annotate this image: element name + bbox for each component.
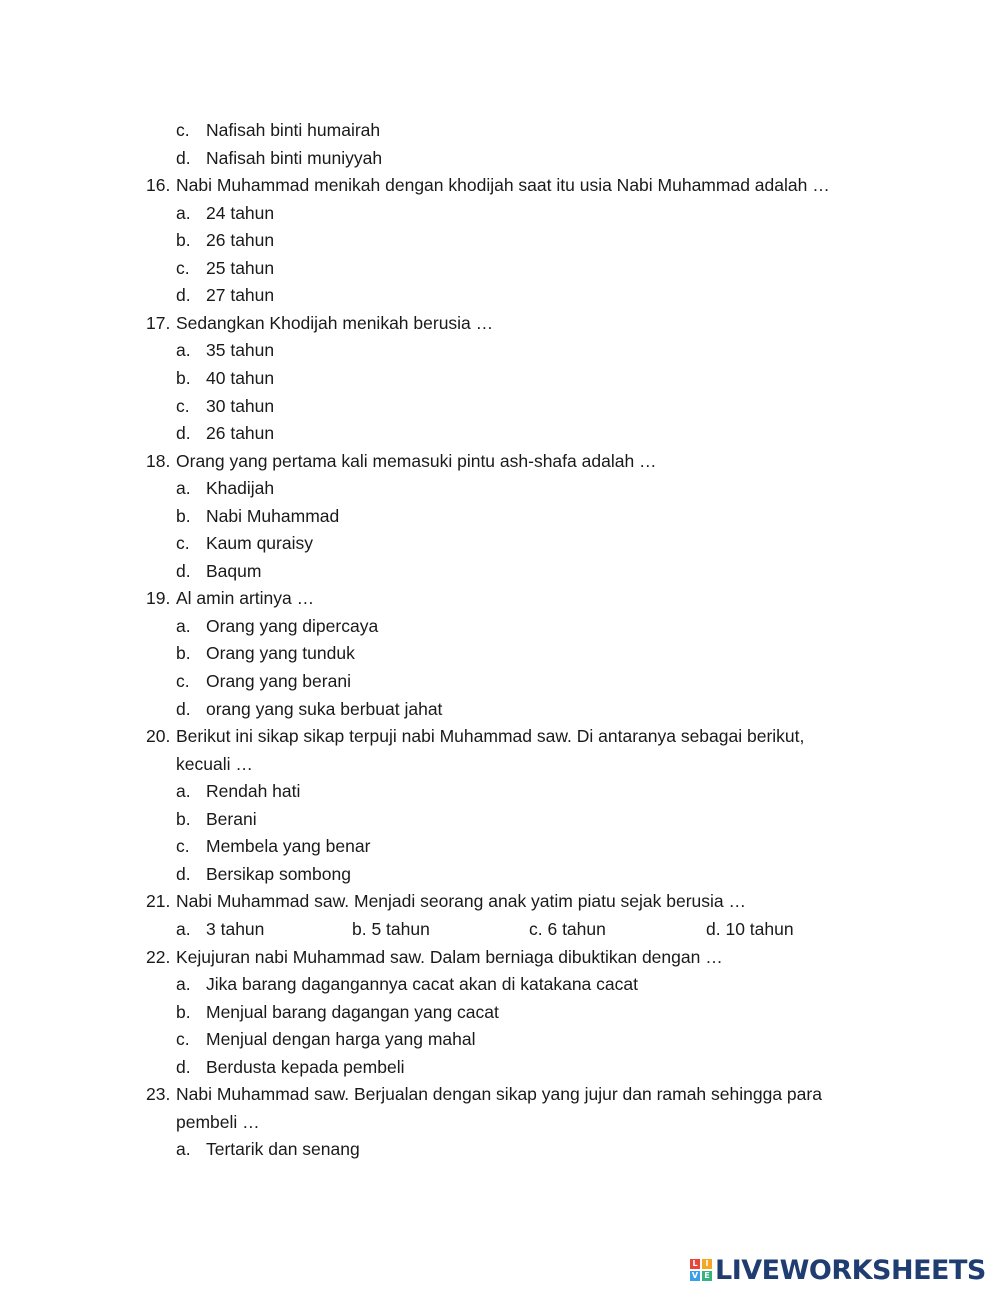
answer-option: [176, 200, 274, 228]
answer-option: [176, 393, 274, 421]
question-text-continued: pembeli …: [176, 1111, 260, 1132]
answer-option-inline: d. 10 tahun: [706, 918, 794, 939]
option-letter: d.: [176, 560, 191, 581]
option-letter: b.: [176, 1001, 191, 1022]
option-letter: d.: [176, 863, 191, 884]
question-text: Nabi Muhammad saw. Berjualan dengan sikap yang jujur dan ramah sehingga para: [176, 1084, 822, 1105]
option-text: Berani: [206, 808, 257, 829]
option-letter: c.: [176, 533, 190, 554]
option-letter: a.: [176, 974, 191, 995]
option-letter: d.: [176, 285, 191, 306]
option-text: Berdusta kepada pembeli: [206, 1056, 405, 1077]
question: [146, 723, 804, 751]
question-text: Kejujuran nabi Muhammad saw. Dalam berniaga dibuktikan dengan …: [176, 946, 723, 967]
option-text: 25 tahun: [206, 257, 275, 278]
option-text: Tertarik dan senang: [206, 1139, 360, 1160]
answer-option: [176, 1026, 476, 1054]
option-text: Orang yang tunduk: [206, 643, 355, 664]
answer-option: [176, 613, 378, 641]
option-text: Membela yang benar: [206, 836, 371, 857]
question: [146, 944, 723, 972]
option-letter: a.: [176, 340, 191, 361]
question: [146, 172, 830, 200]
answer-option: [176, 365, 274, 393]
option-letter: c.: [176, 257, 190, 278]
answer-option: [176, 145, 382, 173]
question-number: 21.: [146, 891, 171, 912]
answer-option: [176, 1136, 360, 1164]
answer-option-inline: b. 5 tahun: [352, 918, 430, 939]
option-letter: a.: [176, 1139, 191, 1160]
question-text: Orang yang pertama kali memasuki pintu ash-shafa adalah …: [176, 450, 657, 471]
question-number: 16.: [146, 175, 171, 196]
option-text: Khadijah: [206, 478, 275, 499]
answer-option: [176, 117, 380, 145]
option-letter: a.: [176, 615, 191, 636]
question-text: Nabi Muhammad saw. Menjadi seorang anak yatim piatu sejak berusia …: [176, 891, 747, 912]
option-text: Rendah hati: [206, 781, 301, 802]
question-number: 18.: [146, 450, 171, 471]
question-text: Nabi Muhammad menikah dengan khodijah saat itu usia Nabi Muhammad adalah …: [176, 175, 830, 196]
option-text: 35 tahun: [206, 340, 275, 361]
answer-option-inline: c. 6 tahun: [529, 918, 606, 939]
option-text: Nafisah binti humairah: [206, 120, 381, 140]
option-letter: c.: [176, 671, 190, 691]
question-text: Sedangkan Khodijah menikah berusia …: [176, 312, 494, 333]
question-number: 22.: [146, 946, 171, 967]
answer-options-inline: [176, 916, 876, 944]
question-text: Berikut ini sikap sikap terpuji nabi Muhammad saw. Di antaranya sebagai berikut,: [176, 726, 805, 747]
logo-mark-icon: L I V E: [690, 1259, 712, 1281]
answer-option: [176, 282, 274, 310]
answer-option: [176, 833, 370, 861]
option-letter: d.: [176, 147, 191, 168]
option-text: 40 tahun: [206, 367, 275, 388]
option-text: Nafisah binti muniyyah: [206, 147, 383, 168]
question-number: 23.: [146, 1084, 171, 1105]
option-text: 26 tahun: [206, 423, 275, 444]
answer-option: [176, 337, 274, 365]
option-letter: b.: [176, 230, 191, 251]
answer-option: [176, 420, 274, 448]
question: [146, 1081, 822, 1109]
option-letter: d.: [176, 1056, 191, 1077]
option-letter: a.: [176, 918, 191, 939]
answer-option: [176, 558, 261, 586]
option-text: Orang yang dipercaya: [206, 615, 379, 636]
answer-option: [176, 1054, 404, 1082]
option-letter: c.: [176, 395, 190, 416]
answer-option: [176, 640, 355, 668]
option-letter: b.: [176, 505, 191, 526]
question-number: 17.: [146, 312, 171, 333]
option-letter: b.: [176, 643, 191, 664]
answer-option: [176, 999, 499, 1027]
option-text: Menjual dengan harga yang mahal: [206, 1029, 476, 1050]
answer-option: [176, 227, 274, 255]
option-text: 27 tahun: [206, 285, 275, 306]
option-letter: b.: [176, 367, 191, 388]
question-text: Al amin artinya …: [176, 588, 315, 609]
answer-option: [176, 861, 351, 889]
answer-option: [176, 806, 257, 834]
option-text: Jika barang dagangannya cacat akan di katakana cacat: [206, 974, 638, 995]
answer-option: [176, 778, 300, 806]
question: [146, 888, 746, 916]
answer-option: [176, 668, 351, 696]
option-text: Baqum: [206, 560, 262, 581]
option-letter: b.: [176, 808, 191, 829]
liveworksheets-logo[interactable]: [690, 1254, 986, 1286]
question-text-continued: kecuali …: [176, 753, 253, 774]
option-text: 24 tahun: [206, 202, 275, 223]
answer-option: [176, 475, 274, 503]
question-number: 19.: [146, 588, 171, 609]
option-letter: c.: [176, 120, 190, 140]
option-letter: a.: [176, 781, 191, 802]
option-letter: d.: [176, 698, 191, 719]
answer-option: [176, 503, 339, 531]
question: [146, 448, 657, 476]
option-letter: c.: [176, 1029, 190, 1050]
option-text: Nabi Muhammad: [206, 505, 340, 526]
question: [146, 585, 314, 613]
option-text: Orang yang berani: [206, 671, 351, 691]
option-letter: a.: [176, 202, 191, 223]
question: [146, 310, 493, 338]
question-number: 20.: [146, 726, 171, 747]
answer-option: [176, 696, 442, 724]
option-text: 3 tahun: [206, 918, 265, 939]
option-text: 26 tahun: [206, 230, 275, 251]
option-letter: c.: [176, 836, 190, 857]
option-text: orang yang suka berbuat jahat: [206, 698, 443, 719]
option-text: Kaum quraisy: [206, 533, 313, 554]
option-letter: d.: [176, 423, 191, 444]
answer-option: [176, 530, 313, 558]
option-letter: a.: [176, 478, 191, 499]
logo-text: LIVEWORKSHEETS: [715, 1254, 986, 1286]
option-text: Menjual barang dagangan yang cacat: [206, 1001, 499, 1022]
option-text: Bersikap sombong: [206, 863, 351, 884]
answer-option: [176, 255, 274, 283]
option-text: 30 tahun: [206, 395, 275, 416]
answer-option: [176, 971, 638, 999]
